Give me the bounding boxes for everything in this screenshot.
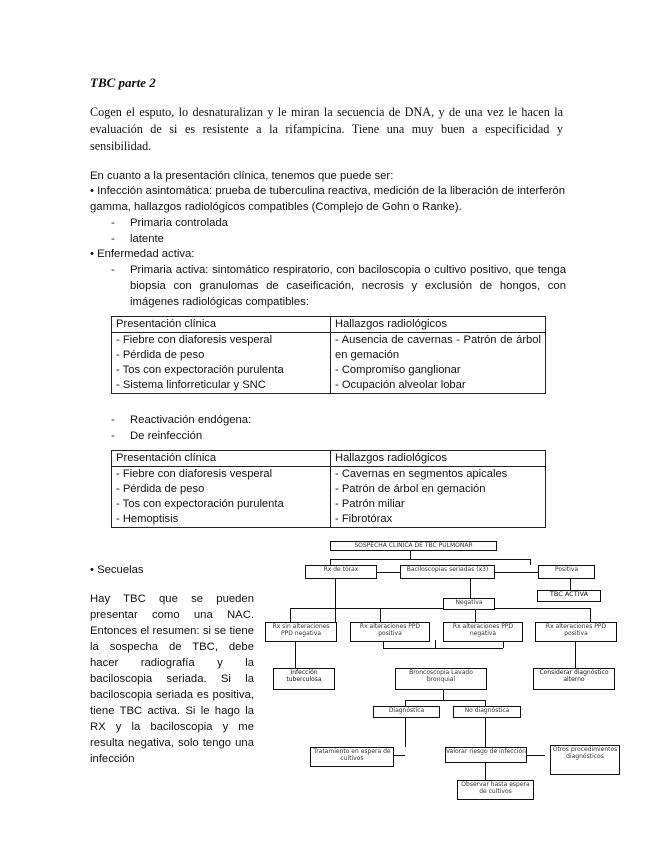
table1-header-2: Hallazgos radiológicos <box>331 317 546 333</box>
flow-broncoscopia-box: Broncoscopia Lavado bronquial <box>395 668 487 690</box>
flow-active-box: TBC ACTIVA <box>537 590 601 602</box>
dash-5: - <box>111 430 115 442</box>
flow-otros-box: Otros procedimientos diagnósticos <box>550 745 620 775</box>
connector <box>590 608 591 622</box>
flow-observar-box: Observar hasta espera de cultivos <box>457 780 534 800</box>
asymptomatic-item-1: Primaria controlada <box>130 217 228 229</box>
connector <box>485 762 486 780</box>
clinical-intro: En cuanto a la presentación clínica, tenemos que puede ser: <box>90 170 394 182</box>
table1-col2-row: - Ausencia de cavernas - Patrón de árbol en gemación <box>335 334 541 361</box>
flow-diag-box: Diagnóstica <box>373 706 440 718</box>
flow-case-1: Rx sin alteraciones PPD negativa <box>265 622 337 642</box>
connector <box>405 717 406 747</box>
flow-no-diag-box: No diagnóstica <box>453 706 521 718</box>
dash-4: - <box>111 414 115 426</box>
table1-col1-row: - Fiebre con diaforesis vesperal <box>116 334 273 346</box>
flow-rx-box: Rx de tórax <box>305 565 377 579</box>
connector <box>530 559 531 565</box>
flow-tratamiento-box: Tratamiento en espera de cultivos <box>310 747 394 767</box>
table2-col2-row: - Fibrotórax <box>335 513 393 525</box>
flow-case-2: Rx alteraciones PPD positiva <box>350 622 430 642</box>
connector <box>475 608 476 622</box>
flow-positive-box: Positiva <box>538 565 595 579</box>
table2-header-2: Hallazgos radiológicos <box>331 451 546 467</box>
dash-3: - <box>111 264 115 276</box>
asymptomatic-item-2: latente <box>130 233 164 245</box>
flow-case-4: Rx alteraciones PPD positiva <box>535 622 617 642</box>
asymptomatic-bullet: • Infección asintomática: prueba de tuberculina reactiva, medición de la liberación de interferón gamma, hallazgos radiológicos compatibles (Complejo de Gohn o Ranke). <box>90 185 565 213</box>
flow-infeccion-box: Infección tuberculosa <box>273 668 335 690</box>
table1-col2-row: - Compromiso ganglionar <box>335 364 461 376</box>
connector <box>493 572 538 573</box>
flow-bacilo-box: Baciloscopias seriadas (x3) <box>400 565 495 579</box>
table-1 <box>111 316 546 394</box>
connector <box>335 578 336 624</box>
table1-header-1: Presentación clínica <box>112 317 331 333</box>
table2-col1-row: - Tos con expectoración purulenta <box>116 498 284 510</box>
table1-col2 <box>331 333 546 394</box>
connector <box>485 717 486 747</box>
table1-col1 <box>112 333 331 394</box>
connector <box>295 640 296 668</box>
table1-col2-row: - Ocupación alveolar lobar <box>335 379 466 391</box>
connector <box>470 578 471 600</box>
summary-paragraph: Hay TBC que se pueden presentar como una NAC. Entonces el resumen: si se tiene la sospecha de TBC, debe hacer radiografía y la baciloscopia seriada. Si la baciloscopia seriada es positiva, tiene TBC activa. Si le hago la RX y la baciloscopia y me resulta negativa, solo tengo una infección <box>90 593 254 765</box>
connector <box>330 559 530 560</box>
connector <box>383 648 503 649</box>
flow-valorar-box: Valorar riesgo de infección <box>445 747 527 763</box>
dash-2: - <box>111 233 115 245</box>
table-2 <box>111 450 546 528</box>
connector <box>575 640 576 668</box>
dash-1: - <box>111 217 115 229</box>
connector <box>405 700 485 701</box>
flow-case-3: Rx alteraciones PPD negativa <box>443 622 523 642</box>
flow-top-box: SOSPECHA CLINICA DE TBC PULMONAR <box>330 541 497 551</box>
connector <box>380 608 381 622</box>
flowchart <box>265 540 635 800</box>
connector <box>290 608 291 622</box>
connector <box>435 640 436 648</box>
reinfeccion: De reinfección <box>130 430 203 442</box>
flow-negative-box: Negativa <box>443 598 495 610</box>
table1-col1-row: - Tos con expectoración purulenta <box>116 364 284 376</box>
table1-col1-row: - Sistema linforreticular y SNC <box>116 379 266 391</box>
secuelas-bullet: • Secuelas <box>90 564 144 576</box>
table1-col1-row: - Pérdida de peso <box>116 349 205 361</box>
connector <box>290 608 590 609</box>
intro-paragraph: Cogen el esputo, lo desnaturalizan y le miran la secuencia de DNA, y de una vez le hacen la evaluación de si es resistente a la rifampicina. Tiene una muy buen a especificidad y sensibilidad. <box>90 105 563 153</box>
table2-col2 <box>331 467 546 528</box>
reactivacion: Reactivación endógena: <box>130 414 252 426</box>
table2-col2-row: - Patrón de árbol en gemación <box>335 483 486 495</box>
table2-col2-row: - Patrón miliar <box>335 498 405 510</box>
primaria-activa: Primaria activa: sintomático respiratorio, con baciloscopia o cultivo positivo, que tenga biopsia con granulomas de caseificación, necrosis y exclusión de hongos, con imágenes radiológicas compatibles: <box>130 264 566 308</box>
active-label: • Enfermedad activa: <box>90 248 195 260</box>
table2-col2-row: - Cavernas en segmentos apicales <box>335 468 508 480</box>
table2-col1-row: - Pérdida de peso <box>116 483 205 495</box>
flow-otros-diag-box: Considerar diagnóstico alterno <box>533 668 615 690</box>
connector <box>375 572 400 573</box>
connector <box>570 578 571 590</box>
connector <box>525 755 545 756</box>
table2-col1-row: - Fiebre con diaforesis vesperal <box>116 468 273 480</box>
page-title: TBC parte 2 <box>90 75 156 90</box>
table2-col1 <box>112 467 331 528</box>
table2-col1-row: - Hemoptisis <box>116 513 179 525</box>
table2-header-1: Presentación clínica <box>112 451 331 467</box>
